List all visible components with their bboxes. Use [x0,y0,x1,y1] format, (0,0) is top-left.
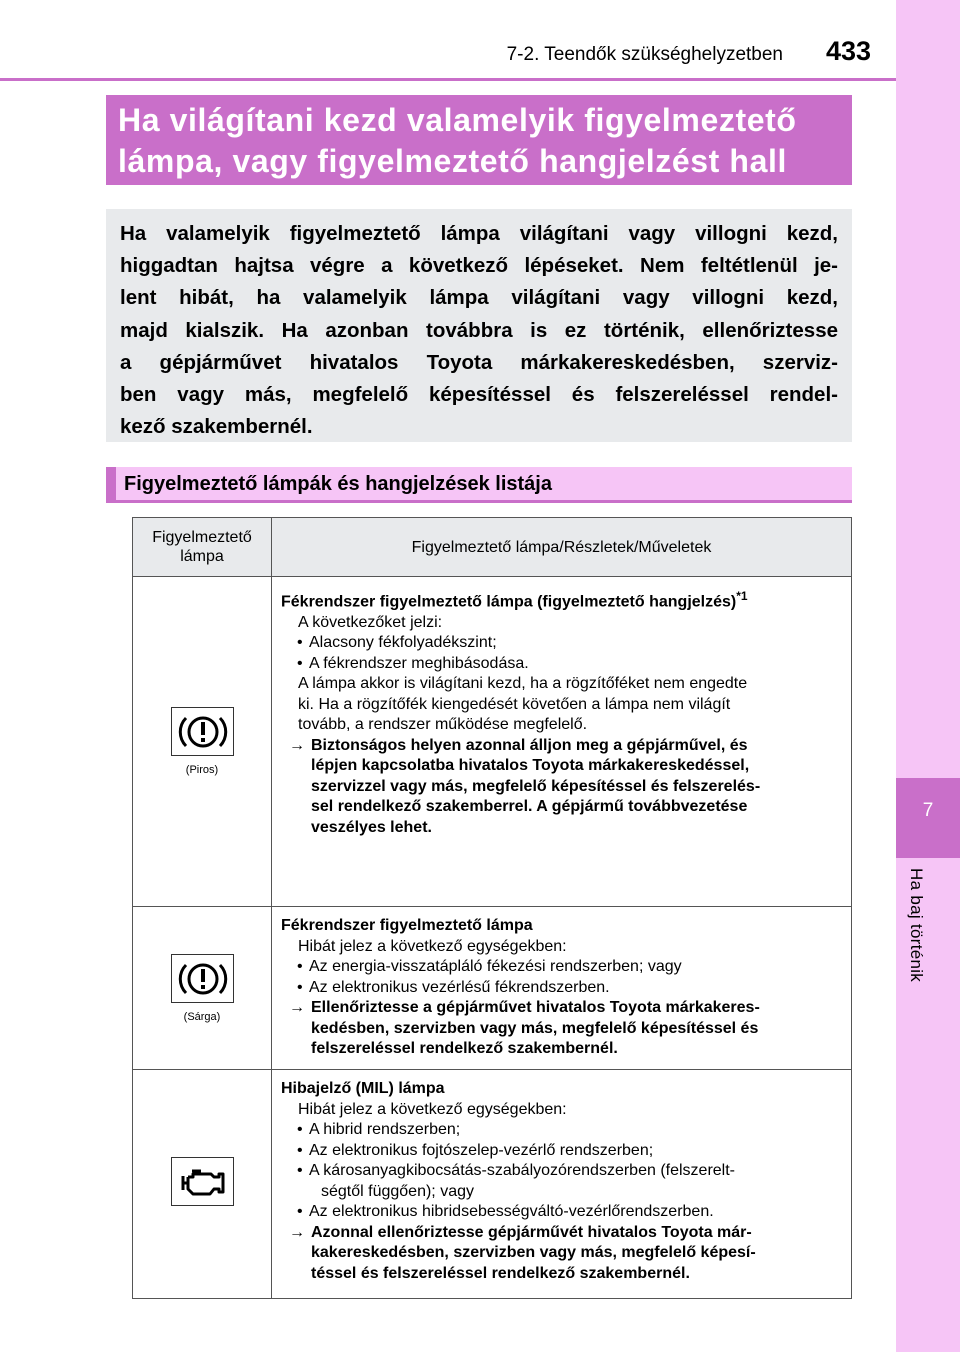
lamp-description [272,577,852,907]
lamp-action: → Azonnal ellenőriztesse gépjárművét hivatalos Toyota már- [281,1223,843,1244]
list-item-continuation: ségtől függően); vagy [321,1182,474,1200]
list-item: • Az energia-visszatápláló fékezési rendszerben; vagy [297,958,682,975]
lamp-color-caption: (Sárga) [183,1010,221,1023]
list-item: • Az elektronikus fojtószelep-vezérlő rendszerben; [297,1141,654,1159]
side-chapter-number: 7 [922,800,934,821]
lamp-action: → Ellenőriztesse a gépjárművet hivatalos Toyota márkakeres- [281,998,843,1019]
intro-line: lent hibát, ha valamelyik lámpa világítani vagy villogni kezd, [120,286,838,310]
table-row [133,907,852,1070]
intro-line: higgadtan hajtsa végre a következő lépéseket. Nem feltétlenül je- [120,254,838,278]
table-row [133,577,852,907]
section-heading: Figyelmeztető lámpák és hangjelzések listája [106,467,852,503]
list-item: • A fékrendszer meghibásodása. [297,654,529,672]
lamp-action-line: felszereléssel rendelkező szakembernél. [311,1040,618,1057]
column-header-lamp: Figyelmeztető lámpa [133,518,272,577]
lamp-icon-cell [133,577,272,907]
side-chapter-tab [896,0,960,1352]
page-title [106,95,852,185]
lamp-color-caption: (Piros) [185,764,219,776]
lamp-action-line: sel rendelkező szakemberrel. A gépjármű továbbvezetése [311,798,748,816]
lamp-action-line: kakereskedésben, szervizben vagy más, megfelelő képesí- [311,1244,756,1261]
list-item: • A hibrid rendszerben; [297,1121,461,1138]
lamp-description [272,907,852,1070]
lamp-intro: A következőket jelzi: [298,613,443,631]
lamp-note-line: ki. Ha a rögzítőfék kiengedését követően a lámpa nem világít [298,695,731,713]
lamp-icon-cell [133,1070,272,1299]
intro-paragraph [106,209,852,442]
lamp-action-line: kedésben, szervizben vagy más, megfelelő képesítéssel és [311,1019,759,1037]
intro-line: majd kialszik. Ha azonban továbbra is ez történik, ellenőriztesse [120,318,838,342]
header-divider [0,78,896,81]
engine-check-icon [171,1157,234,1206]
page-title-line: Ha világítani kezd valamelyik figyelmeztető [118,102,797,138]
list-item: • A károsanyagkibocsátás-szabályozórendszerben (felszerelt- [297,1162,735,1179]
lamp-note-line: tovább, a rendszer működése megfelelő. [298,716,588,734]
lamp-intro: Hibát jelez a következő egységekben: [298,1100,567,1118]
page-title-line: lámpa, vagy figyelmeztető hangjelzést hall [118,143,787,179]
table-row [133,1070,852,1299]
lamp-title: Hibajelző (MIL) lámpa [281,1080,445,1097]
chapter-header: 7-2. Teendők szükséghelyzetben [506,44,783,65]
lamp-action-line: lépjen kapcsolatba hivatalos Toyota márkakereskedéssel, [311,757,750,775]
intro-line: kező szakembernél. [120,415,313,439]
list-item: • Alacsony fékfolyadékszint; [297,634,497,652]
arrow-icon: → [289,1223,305,1241]
warning-lamp-table [132,517,852,1299]
intro-line: ben vagy más, megfelelő képesítéssel és felszereléssel rendel- [120,383,838,407]
lamp-action-line: téssel és felszereléssel rendelkező szakembernél. [311,1264,690,1282]
list-item: • Az elektronikus vezérlésű fékrendszerben. [297,978,610,996]
lamp-title: Fékrendszer figyelmeztető lámpa (figyelmeztető hangjelzés)$^{*1}$ [281,589,748,611]
footnote-marker: *1 [736,589,748,603]
column-header-details: Figyelmeztető lámpa/Részletek/Műveletek [272,518,852,577]
side-chapter-label: Ha baj történik [907,868,926,983]
lamp-action-line: veszélyes lehet. [311,818,432,836]
page-number: 433 [826,36,872,66]
lamp-intro: Hibát jelez a következő egységekben: [298,937,567,955]
lamp-icon-cell [133,907,272,1070]
intro-line: Ha valamelyik figyelmeztető lámpa világítani vagy villogni kezd, [120,222,838,245]
list-item: • Az elektronikus hibridsebességváltó-vezérlőrendszerben. [297,1203,714,1220]
arrow-icon: → [289,736,305,754]
brake-warning-icon [171,954,234,1003]
table-header-row [133,518,852,577]
brake-warning-icon [171,707,234,756]
lamp-title: Fékrendszer figyelmeztető lámpa [281,917,533,934]
lamp-note-line: A lámpa akkor is világítani kezd, ha a rögzítőféket nem engedte [298,675,748,693]
arrow-icon: → [289,999,305,1016]
lamp-action: → Biztonságos helyen azonnal álljon meg a gépjárművel, és [281,736,843,757]
lamp-action-line: szervizzel vagy más, megfelelő képesítéssel és felszerelés- [311,777,761,795]
lamp-description [272,1070,852,1299]
intro-line: a gépjárművet hivatalos Toyota márkakereskedésben, szerviz- [120,350,838,374]
